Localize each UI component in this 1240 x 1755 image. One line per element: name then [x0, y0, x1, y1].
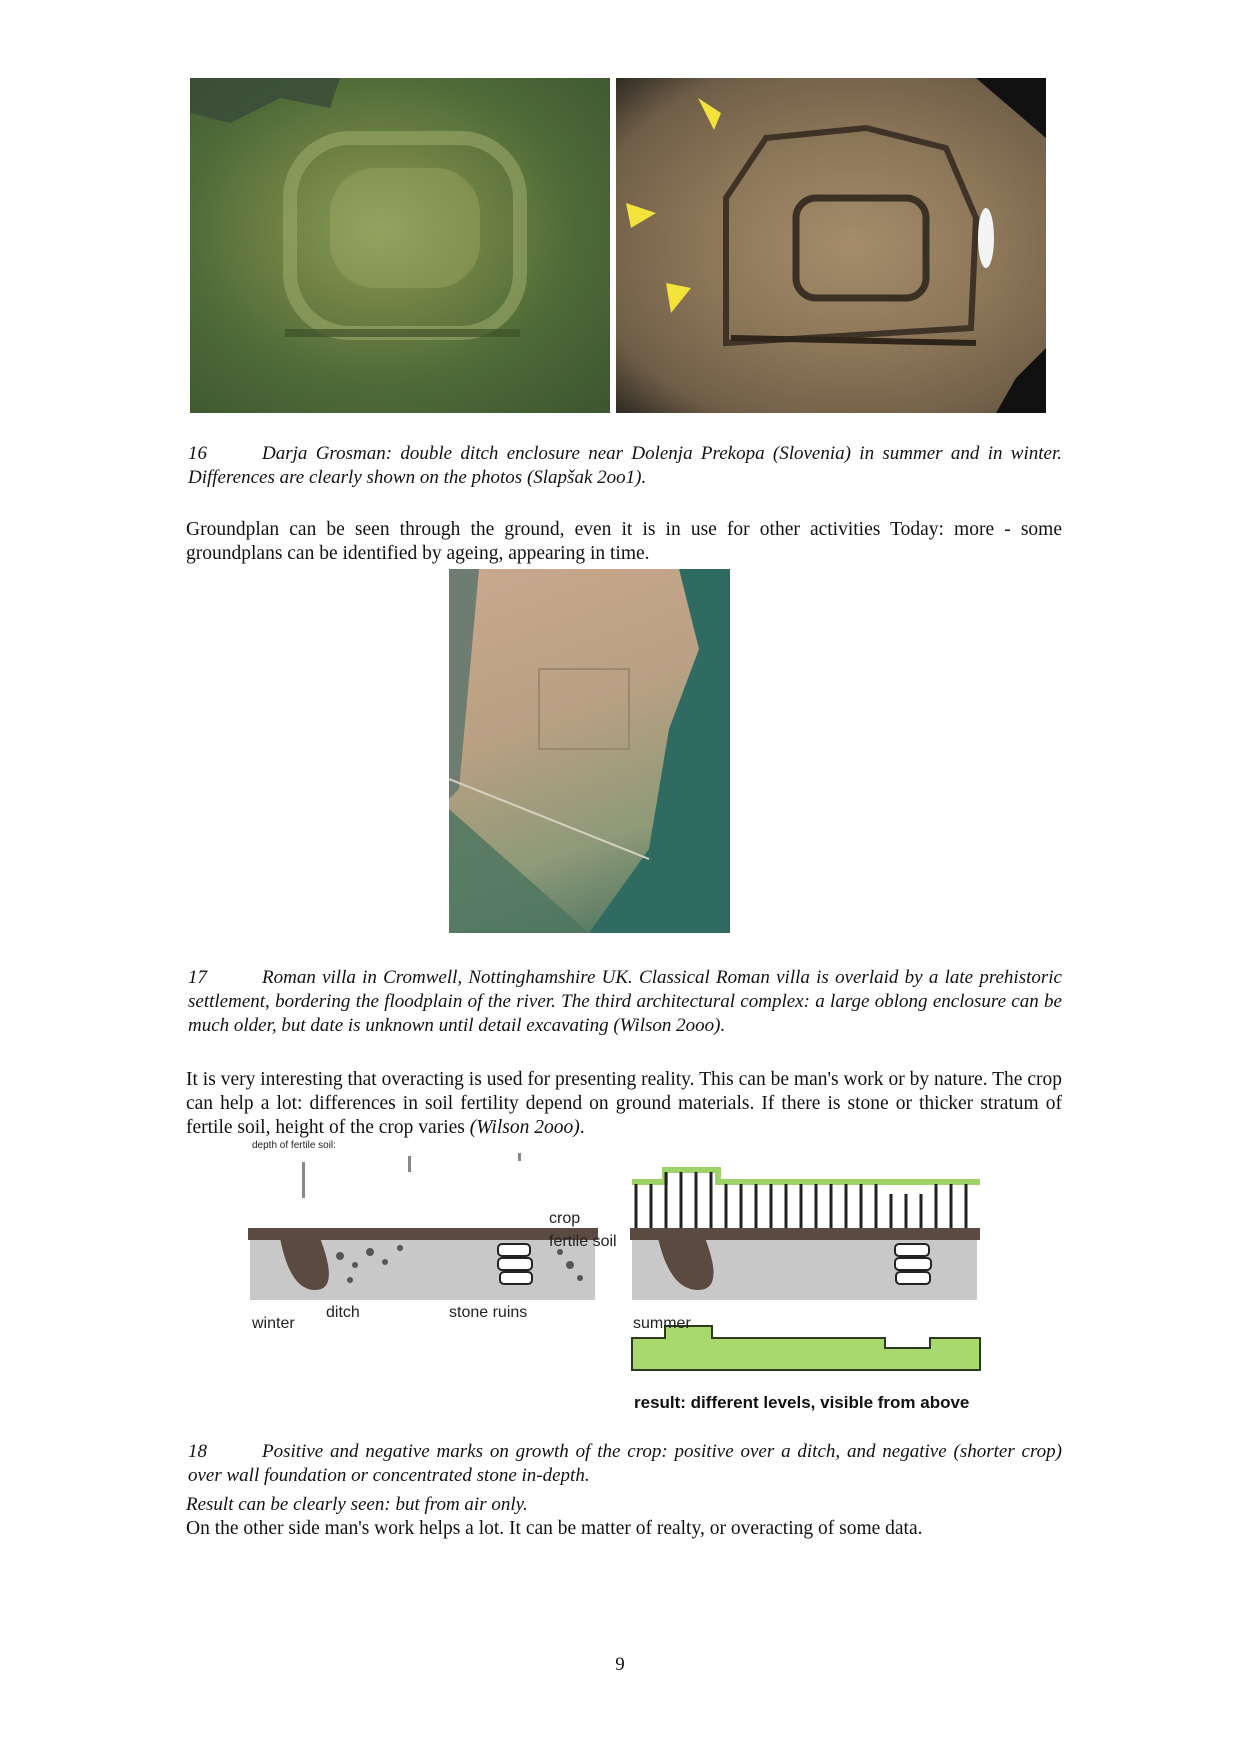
ditch-label: ditch — [326, 1304, 360, 1321]
arrow-marker-2 — [626, 203, 656, 228]
summer-label: summer — [633, 1315, 691, 1332]
arrow-marker-3 — [666, 283, 691, 313]
paragraph-overacting — [186, 1068, 1062, 1140]
fertile-soil-label: fertile soil — [549, 1233, 617, 1250]
winter-label: winter — [252, 1315, 295, 1332]
enclosure-marks-summer — [190, 78, 610, 413]
figure-17-number: 17 — [188, 967, 207, 988]
figure-18-text: Positive and negative marks on growth of the crop: positive over a ditch, and negative (shorter crop) over wall foundation or concentrated stone in-depth. — [188, 1441, 1062, 1486]
result-label: result: different levels, visible from above — [634, 1393, 970, 1412]
figure-16-caption — [188, 442, 1062, 490]
winter-aerial-photo — [616, 78, 1046, 413]
figure-16-text: Darja Grosman: double ditch enclosure near Dolenja Prekopa (Slovenia) in summer and in winter. Differences are clearly shown on the photos (Slapšak 2oo1). — [188, 443, 1062, 488]
crop-label: crop — [549, 1210, 581, 1227]
summer-stone-ruins — [895, 1244, 931, 1284]
cromwell-aerial-photo — [449, 569, 730, 933]
paragraph-overacting-main: It is very interesting that overacting is used for presenting reality. This can be man's work or by nature. The crop can help a lot: differences in soil fertility depend on ground materials. If there is stone or thicker stratum of fertile soil, height of the crop varies — [186, 1069, 1062, 1138]
enclosure-marks-winter — [616, 78, 1046, 413]
depth-label: depth of fertile soil: — [252, 1140, 336, 1151]
paragraph-groundplan: Groundplan can be seen through the ground, even it is in use for other activities Today: more - some groundplans can be identified by ageing, appearing in time. — [186, 519, 1062, 564]
figure-18-caption — [188, 1440, 1062, 1488]
result-line: Result can be clearly seen: but from air only. — [186, 1494, 528, 1515]
crop-mark-diagram — [240, 1140, 1010, 1420]
figure-16-number: 16 — [188, 443, 207, 464]
page-number: 9 — [615, 1654, 625, 1675]
paragraph-overacting-citation: (Wilson 2ooo) — [469, 1117, 580, 1138]
stone-ruins-label: stone ruins — [449, 1304, 528, 1321]
crop-mark-diagram-svg — [240, 1140, 1010, 1420]
paragraph-mans-work: On the other side man's work helps a lot. It can be matter of realty, or overacting of some data. — [186, 1518, 923, 1539]
cromwell-site-marks — [449, 569, 730, 933]
figure-17-caption — [188, 966, 1062, 1038]
figure-17-text: Roman villa in Cromwell, Nottinghamshire UK. Classical Roman villa is overlaid by a late prehistoric settlement, bordering the floodplain of the river. The third architectural complex: a large oblong enclosure can be much older, but date is unknown until detail excavating (Wilson 2ooo). — [188, 967, 1062, 1036]
paragraph-overacting-end: . — [579, 1117, 585, 1138]
arrow-marker-1 — [698, 98, 721, 130]
summer-aerial-photo — [190, 78, 610, 413]
winter-stone-ruins — [498, 1244, 532, 1284]
figure-18-number: 18 — [188, 1441, 207, 1462]
